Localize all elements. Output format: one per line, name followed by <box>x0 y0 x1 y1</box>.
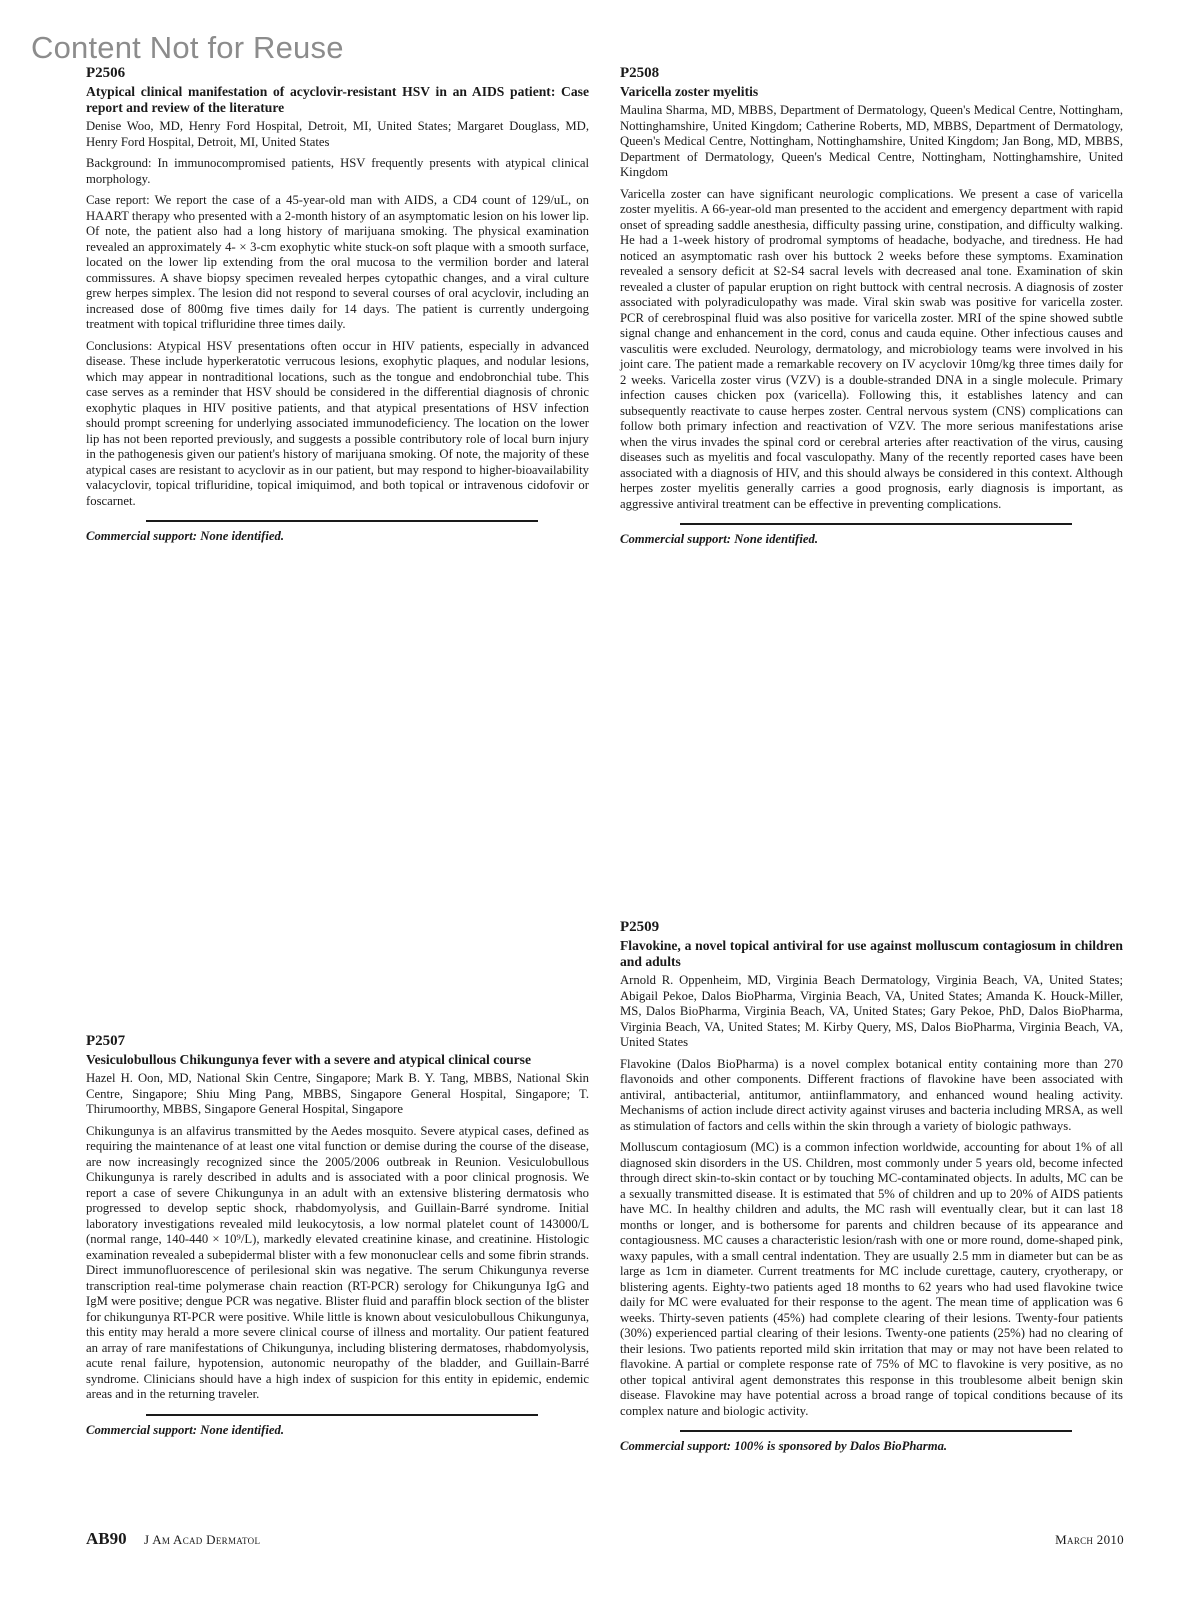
divider <box>146 520 538 522</box>
abstract-p2506 <box>86 64 589 544</box>
abstract-authors: Hazel H. Oon, MD, National Skin Centre, Singapore; Mark B. Y. Tang, MBBS, National Skin Centre, Singapore; Shiu Ming Pang, MBBS, Singapore General Hospital, Singapore; T. Thirumoorthy, MBBS, Singapore General Hospital, Singapore <box>86 1071 589 1116</box>
abstract-paragraph: Varicella zoster can have significant neurologic complications. We present a case of varicella zoster myelitis. A 66-year-old man presented to the accident and emergency department with rapid onset of spreading saddle anesthesia, difficulty passing urine, constipation, and difficulty walking. He had a 1-week history of prodromal symptoms of headache, bodyache, and tiredness. He had noticed an asymptomatic rash over his buttock 2 weeks before these symptoms. Examination revealed a sensory deficit at S2-S4 sacral levels with decreased anal tone. Examination of skin revealed a cluster of papular eruption on right buttock with central necrosis. A diagnosis of zoster associated with polyradiculopathy was made. Viral skin swab was positive for varicella zoster. PCR of cerebrospinal fluid was also positive for varicella zoster. MRI of the spine showed subtle signal change and enhancement in the cord, conus and cauda equine. Other infectious causes and vasculitis were excluded. Neurology, dermatology, and microbiology teams were involved in his joint care. The patient made a remarkable recovery on IV acyclovir 10mg/kg three times daily for 2 weeks. Varicella zoster virus (VZV) is a double-stranded DNA in a single molecule. Primary infection causes chicken pox (varicella). Following this, it establishes latency and can subsequently reactivate to cause herpes zoster. Central nervous system (CNS) complications can follow both primary infection and reactivation of VZV. The more serious manifestations arise when the virus invades the spinal cord or cerebral arteries after reactivation of the virus, causing diseases such as myelitis and focal vasculopathy. Many of the recently reported cases have been associated with a diagnosis of HIV, and this should always be considered in this context. Although herpes zoster myelitis generally carries a good prognosis, early diagnosis is important, as aggressive antiviral treatment can be effective in preventing complications. <box>620 186 1123 511</box>
abstract-authors: Maulina Sharma, MD, MBBS, Department of Dermatology, Queen's Medical Centre, Nottingham, Nottinghamshire, United Kingdom; Catherine Roberts, MD, MBBS, Department of Dermatology, Queen's Medical Centre, Nottingham, Nottinghamshire, United Kingdom; Jan Bong, MD, MBBS, Department of Dermatology, Queen's Medical Centre, Nottingham, Nottinghamshire, United Kingdom <box>620 103 1123 179</box>
commercial-support: Commercial support: None identified. <box>86 1422 285 1437</box>
divider <box>680 523 1072 525</box>
commercial-support: Commercial support: None identified. <box>86 529 285 543</box>
abstract-title: Vesiculobullous Chikungunya fever with a severe and atypical clinical course <box>86 1052 531 1067</box>
abstract-paragraph: Case report: We report the case of a 45-year-old man with AIDS, a CD4 count of 129/uL, on HAART therapy who presented with a 2-month history of an asymptomatic lesion on his lower lip. Of note, the patient also had a long history of marijuana smoking. The physical examination revealed an approximately 4- × 3-cm exophytic white stuck-on soft plaque with a smooth surface, located on the lower lip extending from the oral mucosa to the vermilion border and lateral commissures. A shave biopsy specimen revealed herpes cytopathic changes, and a viral culture grew herpes simplex. The lesion did not respond to several courses of oral acyclovir, including an increased dose of 800mg five times daily for 14 days. The patient is currently undergoing treatment with topical trifluridine three times daily. <box>86 193 589 331</box>
abstract-id: P2508 <box>620 65 660 81</box>
abstract-paragraph: Chikungunya is an alfavirus transmitted by the Aedes mosquito. Severe atypical cases, defined as requiring the maintenance of at least one vital function or demise during the course of the disease, are now increasingly recognized since the 2005/2006 outbreak in Reunion. Vesiculobullous Chikungunya is rarely described in adults and is associated with a poor clinical prognosis. We report a case of severe Chikungunya in an adult with an extensive blistering dermatosis who progressed to develop septic shock, rhabdomyolysis, and Guillain-Barré syndrome. Initial laboratory investigations revealed mild leukocytosis, a low normal platelet count of 143000/L (normal range, 140-440 × 10⁹/L), markedly elevated creatinine kinase, and creatinine. Histologic examination revealed a subepidermal blister with a few mononuclear cells and some fibrin strands. Direct immunofluorescence of perilesional skin was negative. The serum Chikungunya reverse transcription real-time polymerase chain reaction (RT-PCR) serology for Chikungunya IgG and IgM were positive; dengue PCR was negative. Blister fluid and paraffin block section of the blister for chikungunya RT-PCR were positive. While little is known about vesiculobullous Chikungunya, this entity may herald a more severe clinical course of illness and mortality. Our patient featured an array of rare manifestations of Chikungunya, including blistering dermatoses, rhabdomyolysis, acute renal failure, hypotension, autonomic neuropathy of the bladder, and Guillain-Barré syndrome. Clinicians should have a high index of suspicion for this entity in epidemic, endemic areas and in the returning traveler. <box>86 1123 589 1401</box>
abstract-title: Flavokine, a novel topical antiviral for use against molluscum contagiosum in children and adults <box>620 938 1123 969</box>
divider <box>680 1430 1072 1432</box>
divider <box>146 1414 538 1416</box>
journal-name: J Am Acad Dermatol <box>144 1532 261 1547</box>
abstract-title: Atypical clinical manifestation of acyclovir-resistant HSV in an AIDS patient: Case report and review of the literature <box>86 84 589 115</box>
abstract-id: P2509 <box>620 919 660 935</box>
abstract-title: Varicella zoster myelitis <box>620 84 759 99</box>
abstract-authors: Arnold R. Oppenheim, MD, Virginia Beach Dermatology, Virginia Beach, VA, United States; Abigail Pekoe, Dalos BioPharma, Virginia Beach, VA, United States; Amanda K. Houck-Miller, MS, Dalos BioPharma, Virginia Beach, VA, United States; Gary Pekoe, PhD, Dalos BioPharma, Virginia Beach, VA, United States; M. Kirby Query, MS, Dalos BioPharma, Virginia Beach, VA, United States <box>620 973 1123 1049</box>
watermark: Content Not for Reuse <box>31 30 344 65</box>
abstract-paragraph: Background: In immunocompromised patients, HSV frequently presents with atypical clinical morphology. <box>86 156 589 186</box>
abstract-paragraph: Flavokine (Dalos BioPharma) is a novel complex botanical entity containing more than 270 flavonoids and other components. Different fractions of flavokine have been associated with antiviral, antibacterial, antitumor, antiinflammatory, and enhanced wound healing activity. Mechanisms of action include direct activity against viruses and bacteria including MRSA, as well as stimulation of factors and cells within the skin through a variety of biologic pathways. <box>620 1056 1123 1133</box>
commercial-support: Commercial support: None identified. <box>620 532 819 546</box>
abstract-p2508 <box>620 64 1123 547</box>
page-number: AB90 <box>86 1529 127 1548</box>
commercial-support: Commercial support: 100% is sponsored by Dalos BioPharma. <box>620 1439 948 1453</box>
abstract-p2509 <box>620 918 1123 1454</box>
abstract-id: P2507 <box>86 1033 126 1049</box>
abstract-p2507 <box>86 1032 589 1438</box>
abstract-paragraph: Molluscum contagiosum (MC) is a common infection worldwide, accounting for about 1% of all diagnosed skin disorders in the US. Children, most commonly under 5 years old, become infected through direct skin-to-skin contact or by touching MC-contaminated objects. In adults, MC can be a sexually transmitted disease. It is estimated that 5% of children and up to 20% of AIDS patients have MC. In healthy children and adults, the MC rash will eventually clear, but it can last 18 months or longer, and is bothersome for parents and children because of its appearance and contagiousness. MC causes a characteristic lesion/rash with one or more round, dome-shaped pink, waxy papules, with a small central indentation. They are usually 2.5 mm in diameter but can be as large as 1cm in diameter. Current treatments for MC include curettage, cautery, cryotherapy, or blistering agents. Eighty-two patients aged 18 months to 62 years who had used flavokine twice daily for MC were evaluated for their response to the agent. The mean time of application was 6 weeks. Thirty-seven patients (45%) had complete clearing of their lesions. Twenty-four patients (30%) experienced partial clearing of their lesions. Twenty-one patients (25%) had no clearing of their lesions. Two patients reported mild skin irritation that may or may not have been related to flavokine. A partial or complete response rate of 75% of MC to flavokine is very positive, as no other topical antiviral agent demonstrates this response in this troublesome albeit benign skin disease. Flavokine may have potential across a broad range of topical conditions because of its complex nature and biologic activity. <box>620 1140 1123 1418</box>
page-footer <box>86 1529 1124 1549</box>
issue-date: March 2010 <box>1055 1532 1124 1547</box>
abstract-id: P2506 <box>86 65 126 81</box>
abstract-authors: Denise Woo, MD, Henry Ford Hospital, Detroit, MI, United States; Margaret Douglass, MD, Henry Ford Hospital, Detroit, MI, United States <box>86 119 589 149</box>
abstract-paragraph: Conclusions: Atypical HSV presentations often occur in HIV patients, especially in advanced disease. These include hyperkeratotic verrucous lesions, exophytic plaques, and nodular lesions, which may appear in nontraditional locations, such as the tongue and endobronchial tube. This case serves as a reminder that HSV should be considered in the differential diagnosis of chronic exophytic plaques in HIV positive patients, and that atypical presentations of HSV infection should prompt screening for underlying associated immunodeficiency. The location on the lower lip has not been reported previously, and suggests a possible contributory role of local burn injury in the pathogenesis given our patient's history of marijuana smoking. Of note, the majority of these atypical cases are resistant to acyclovir as in our patient, but may respond to higher-bioavailability valacyclovir, topical trifluridine, topical imiquimod, and both topical or intravenous cidofovir or foscarnet. <box>86 338 589 508</box>
